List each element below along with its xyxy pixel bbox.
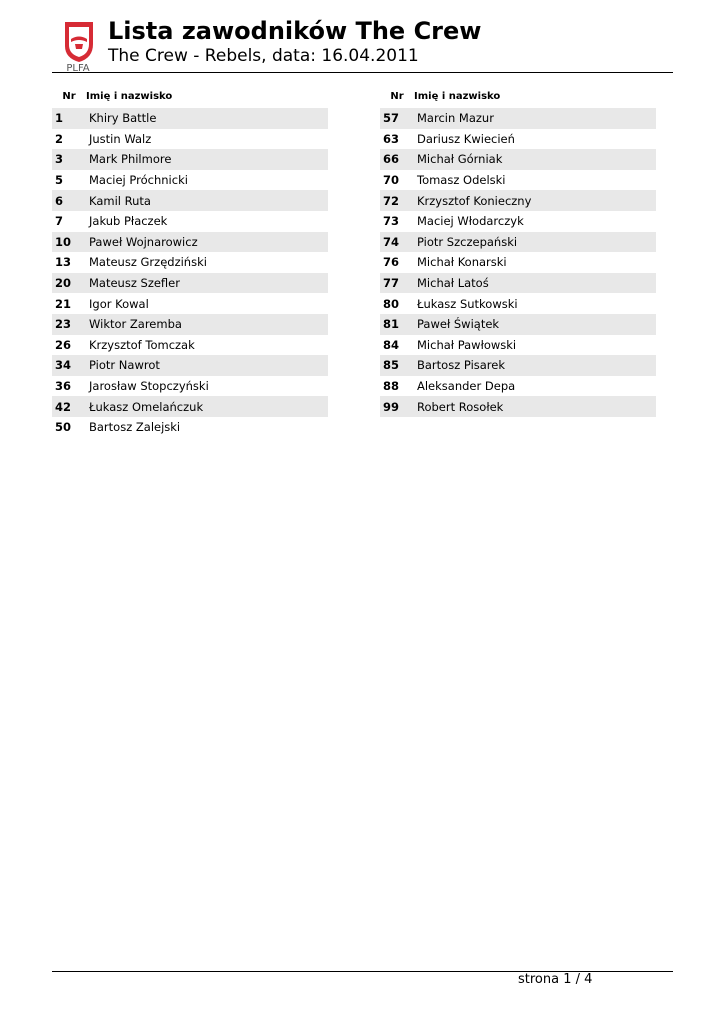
table-row (380, 232, 656, 253)
table-row (380, 396, 656, 417)
table-row (380, 376, 656, 397)
table-row (380, 108, 656, 129)
table-row (52, 170, 328, 191)
player-name: Dariusz Kwiecień (417, 131, 515, 146)
player-number: 72 (380, 190, 414, 211)
column-header-name: Imię i nazwisko (414, 90, 501, 102)
player-name: Michał Konarski (417, 255, 507, 270)
table-row (380, 252, 656, 273)
player-number: 34 (52, 355, 86, 376)
table-row (380, 355, 656, 376)
player-number: 1 (52, 108, 86, 129)
table-row (380, 170, 656, 191)
player-number: 66 (380, 149, 414, 170)
player-number: 74 (380, 232, 414, 253)
table-row (52, 273, 328, 294)
player-name: Paweł Świątek (414, 314, 656, 335)
player-name: Aleksander Depa (417, 379, 516, 394)
player-name: Maciej Włodarczyk (417, 214, 524, 229)
player-name: Bartosz Zalejski (89, 420, 181, 435)
table-row (52, 129, 328, 150)
player-name: Jarosław Stopczyński (89, 379, 209, 394)
player-number: 88 (383, 379, 400, 394)
table-row (380, 129, 656, 150)
player-number: 23 (52, 314, 86, 335)
player-name: Wiktor Zaremba (86, 314, 328, 335)
player-name: Bartosz Pisarek (414, 355, 656, 376)
player-number: 57 (380, 108, 414, 129)
plfa-logo (60, 18, 96, 72)
player-number: 99 (380, 396, 414, 417)
player-name: Jakub Płaczek (89, 214, 168, 229)
player-name: Justin Walz (89, 131, 152, 146)
roster-table-left (52, 84, 328, 438)
player-name: Krzysztof Konieczny (414, 190, 656, 211)
player-number: 6 (52, 190, 86, 211)
player-number: 13 (55, 255, 72, 270)
player-name: Maciej Próchnicki (89, 173, 188, 188)
table-row (380, 149, 656, 170)
player-name: Piotr Szczepański (414, 232, 656, 253)
table-row (380, 273, 656, 294)
player-number: 20 (52, 273, 86, 294)
player-name: Tomasz Odelski (417, 173, 506, 188)
player-number: 50 (55, 420, 72, 435)
player-number: 36 (55, 379, 72, 394)
player-number: 7 (55, 214, 64, 229)
player-name: Michał Latoś (414, 273, 656, 294)
table-row (52, 314, 328, 335)
page-number: strona 1 / 4 (518, 972, 593, 987)
column-header-nr: Nr (390, 90, 404, 102)
player-name: Mateusz Szefler (86, 273, 328, 294)
player-name: Piotr Nawrot (86, 355, 328, 376)
column-header-name: Imię i nazwisko (86, 90, 173, 102)
player-number: 84 (383, 337, 400, 352)
player-number: 10 (52, 232, 86, 253)
player-name: Igor Kowal (89, 296, 149, 311)
player-name: Robert Rosołek (414, 396, 656, 417)
player-number: 77 (380, 273, 414, 294)
player-name: Mateusz Grzędziński (89, 255, 207, 270)
table-row (52, 108, 328, 129)
player-number: 2 (55, 131, 64, 146)
player-name: Kamil Ruta (86, 190, 328, 211)
player-name: Paweł Wojnarowicz (86, 232, 328, 253)
player-number: 26 (55, 337, 72, 352)
table-row (380, 293, 656, 314)
player-number: 70 (383, 173, 400, 188)
table-row (52, 335, 328, 356)
page-subtitle: The Crew - Rebels, data: 16.04.2011 (108, 46, 419, 66)
player-name: Khiry Battle (86, 108, 328, 129)
player-number: 3 (52, 149, 86, 170)
table-row (380, 211, 656, 232)
table-row (52, 376, 328, 397)
player-number: 80 (383, 296, 400, 311)
player-number: 73 (383, 214, 400, 229)
table-row (52, 396, 328, 417)
player-number: 85 (380, 355, 414, 376)
table-row (52, 232, 328, 253)
roster-table-right (380, 84, 656, 417)
player-number: 21 (55, 296, 72, 311)
table-row (380, 335, 656, 356)
player-name: Michał Pawłowski (417, 337, 517, 352)
table-row (52, 252, 328, 273)
table-header-row (52, 84, 328, 108)
player-name: Marcin Mazur (414, 108, 656, 129)
table-row (52, 149, 328, 170)
table-row (52, 293, 328, 314)
page-title: Lista zawodników The Crew (108, 17, 482, 45)
player-number: 63 (383, 131, 400, 146)
player-number: 76 (383, 255, 400, 270)
player-number: 81 (380, 314, 414, 335)
table-row (52, 211, 328, 232)
table-row (380, 190, 656, 211)
svg-text:PLFA: PLFA (66, 63, 90, 72)
player-name: Mark Philmore (86, 149, 328, 170)
player-name: Łukasz Omelańczuk (86, 396, 328, 417)
table-row (52, 190, 328, 211)
table-row (52, 355, 328, 376)
player-number: 5 (55, 173, 64, 188)
player-number: 42 (52, 396, 86, 417)
player-name: Michał Górniak (414, 149, 656, 170)
table-row (380, 314, 656, 335)
table-header-row (380, 84, 656, 108)
page-header (52, 14, 673, 73)
table-row (52, 417, 328, 438)
column-header-nr: Nr (62, 90, 76, 102)
player-name: Krzysztof Tomczak (89, 337, 195, 352)
player-name: Łukasz Sutkowski (417, 296, 518, 311)
